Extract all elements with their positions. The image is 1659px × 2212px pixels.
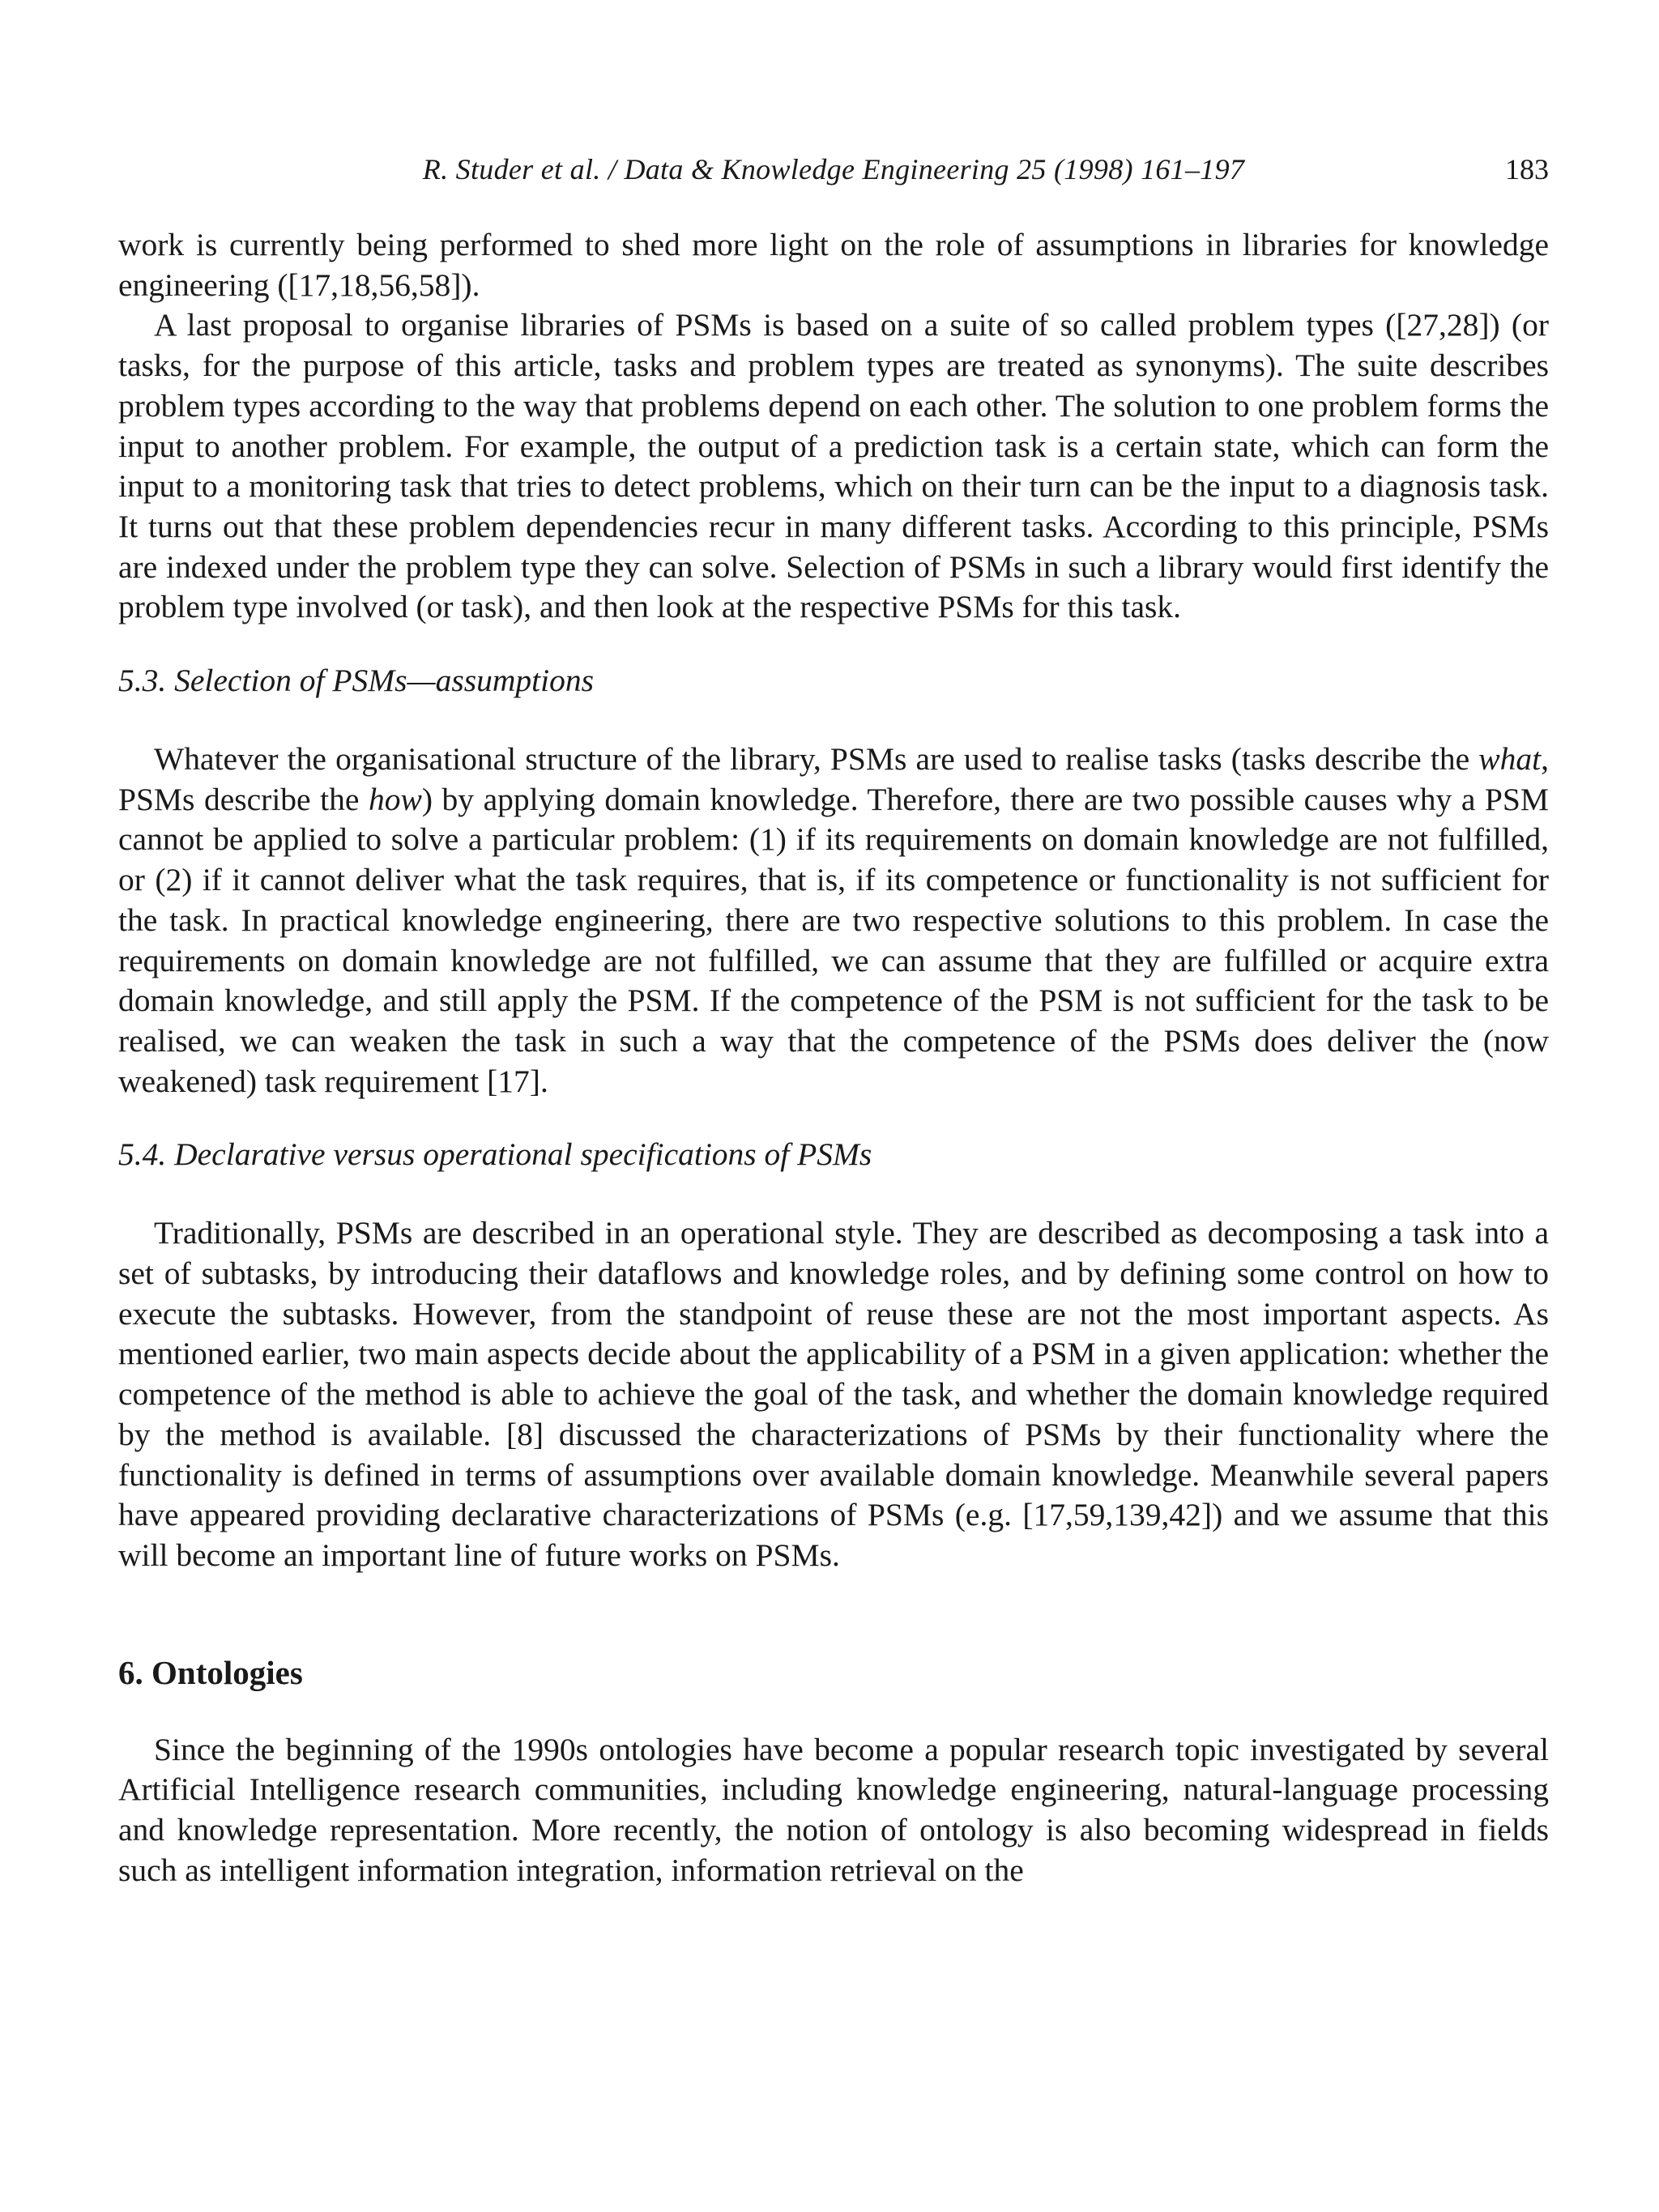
- paragraph-problem-types: A last proposal to organise libraries of PSMs is based on a suite of so called problem types ([27,28]) (or tasks, for the purpose of this article, tasks and problem types are treated as synonyms). The suite describes problem types according to the way that problems depend on each other. The solution to one problem forms the input to another problem. For example, the output of a prediction task is a certain state, which can form the input to a monitoring task that tries to detect problems, which on their turn can be the input to a diagnosis task. It turns out that these problem dependencies recur in many different tasks. According to this principle, PSMs are indexed under the problem type they can solve. Selection of PSMs in such a library would first identify the problem type involved (or task), and then look at the respective PSMs for this task.: [118, 307, 1549, 625]
- article-body: [118, 225, 1549, 1891]
- section-heading-5-4: 5.4. Declarative versus operational specifications of PSMs: [118, 1136, 872, 1173]
- running-title: R. Studer et al. / Data & Knowledge Engineering 25 (1998) 161–197: [422, 153, 1245, 185]
- text-run: , PSMs describe the: [118, 741, 1549, 817]
- text-run: Whatever the organisational structure of the library, PSMs are used to realise tasks (tasks describe the: [154, 741, 1479, 778]
- text-run: ) by applying domain knowledge. Therefore, there are two possible causes why a PSM cannot be applied to solve a particular problem: (1) if its requirements on domain knowledge are not fulfilled, or (2) if it cannot deliver what the task requires, that is, if its competence or functionality is not sufficient for the task. In practical knowledge engineering, there are two respective solutions to this problem. In case the requirements on domain knowledge are not fulfilled, we can assume that they are fulfilled or acquire extra domain knowledge, and still apply the PSM. If the competence of the PSM is not sufficient for the task to be realised, we can weaken the task in such a way that the competence of the PSMs does deliver the (now weakened) task requirement [17].: [118, 781, 1549, 1099]
- section-heading-5-3: 5.3. Selection of PSMs—assumptions: [118, 663, 594, 699]
- paragraph-selection-assumptions: [118, 739, 1549, 1102]
- paragraph-declarative-operational: Traditionally, PSMs are described in an operational style. They are described as decomposing a task into a set of subtasks, by introducing their dataflows and knowledge roles, and by defining some control on how to execute the subtasks. However, from the standpoint of reuse these are not the most important aspects. As mentioned earlier, two main aspects decide about the applicability of a PSM in a given application: whether the competence of the method is able to achieve the goal of the task, and whether the domain knowledge required by the method is available. [8] discussed the characterizations of PSMs by their functionality where the functionality is defined in terms of assumptions over available domain knowledge. Meanwhile several papers have appeared providing declarative characterizations of PSMs (e.g. [17,59,139,42]) and we assume that this will become an important line of future works on PSMs.: [118, 1215, 1549, 1573]
- paragraph-ontologies: Since the beginning of the 1990s ontologies have become a popular research topic investigated by several Artificial Intelligence research communities, including knowledge engineering, natural-language processing and knowledge representation. More recently, the notion of ontology is also becoming widespread in fields such as intelligent information integration, information retrieval on the: [118, 1731, 1549, 1888]
- running-header: [118, 151, 1549, 188]
- emphasis-how: how: [368, 781, 422, 817]
- paragraph-continued: work is currently being performed to shed more light on the role of assumptions in libraries for knowledge engineering ([17,18,56,58]).: [118, 227, 1549, 303]
- emphasis-what: what: [1478, 741, 1542, 778]
- page-number: 183: [1505, 153, 1549, 185]
- section-heading-6: 6. Ontologies: [118, 1653, 303, 1691]
